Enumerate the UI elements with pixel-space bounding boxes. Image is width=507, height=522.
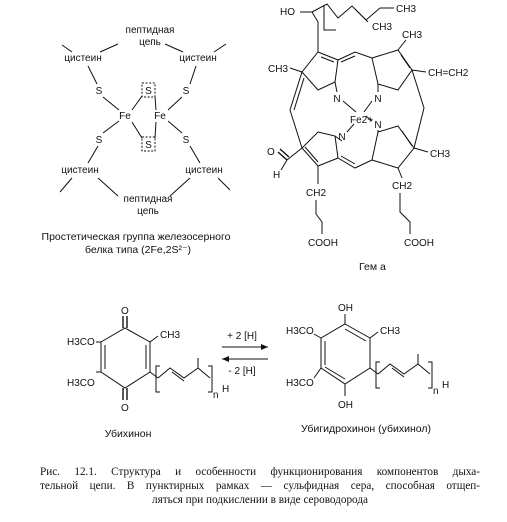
heme-tail-ch3-top: CH3 — [396, 4, 417, 15]
pyrrole-a — [302, 52, 338, 90]
ubiquinol — [286, 303, 449, 435]
peptide-label-top-2: цепь — [139, 37, 161, 48]
ubiquinone-o-bottom: O — [121, 403, 129, 414]
ubiquinol-methoxy-top: H3CO — [286, 326, 314, 337]
heme-propionate-right-2 — [400, 193, 410, 234]
ubiquinol-ring — [321, 324, 370, 384]
heme-farnesyl-zigzag — [312, 4, 380, 20]
heme-propionate-right-1 — [398, 168, 402, 178]
ubiquinol-tail-bond — [370, 368, 378, 374]
ubiquinol-name: Убигидрохинон (убихинол) — [300, 423, 432, 435]
meso-bridge-right — [412, 70, 424, 148]
cysteine-s-bonds — [88, 66, 200, 163]
sulfide-top: S — [145, 86, 152, 97]
cysteine-label-tl: цистеин — [64, 53, 102, 64]
sulfide-bottom: S — [145, 140, 152, 151]
fe-s-caption-2: белка типа (2Fe,2S²⁻) — [84, 244, 192, 256]
s-fe-bonds — [103, 97, 182, 133]
redox-arrows — [222, 331, 268, 377]
heme-aldehyde-double — [278, 149, 289, 160]
heme-bracket — [324, 5, 336, 30]
pyrrole-d-double — [305, 147, 318, 162]
ubiquinone-methyl: CH3 — [160, 330, 181, 341]
ubiquinone-o-top: O — [121, 306, 129, 317]
heme-tail-ch3-lower: CH3 — [372, 22, 393, 33]
peptide-label-bottom-1: пептидная — [123, 194, 173, 205]
arrow-reverse-label: - 2 [H] — [228, 366, 256, 377]
pyrrole-b-double — [401, 55, 410, 68]
heme-ch2-right: CH2 — [392, 181, 413, 192]
ubiquinone-tail-h: H — [222, 384, 230, 395]
peptide-label-bottom-2: цепь — [137, 206, 159, 217]
heme-aldehyde-h-bond — [281, 160, 287, 170]
sulfur-cys-tl: S — [95, 86, 103, 97]
heme-propionate-left-2 — [316, 200, 322, 234]
ubiquinol-n: n — [433, 386, 439, 397]
heme-nitrogen-b: N — [374, 94, 382, 105]
heme-vinyl-bond — [412, 70, 426, 72]
heme-nitrogen-c: N — [374, 120, 382, 131]
pyrrole-d — [302, 132, 338, 166]
heme-methyl-a: CH3 — [268, 64, 289, 75]
cysteine-label-bl: цистеин — [61, 165, 99, 176]
heme-cooh-right: COOH — [404, 238, 434, 249]
ubiquinol-bracket-right — [428, 362, 432, 388]
ubiquinone-tail-zigzag — [158, 368, 210, 378]
ubiquinol-oh-top: OH — [338, 303, 353, 314]
cysteine-label-br: цистеин — [185, 165, 223, 176]
ubiquinone-methyl-bond — [150, 336, 158, 342]
arrow-reverse-head — [222, 356, 229, 362]
heme-methyl-b-bond — [398, 40, 406, 50]
heme-name: Гем a — [359, 261, 386, 273]
iron-left: Fe — [119, 111, 131, 122]
figure-caption — [40, 465, 480, 507]
sulfur-cys-br: S — [182, 135, 190, 146]
heme-methyl-b: CH3 — [402, 30, 423, 41]
ubiquinone-tail-bond — [150, 372, 158, 378]
meso-bridge-bottom-double — [341, 156, 355, 164]
heme-methyl-c: CH3 — [430, 149, 451, 160]
fe-s-caption-1: Простетическая группа железосерного — [41, 231, 231, 243]
heme-cooh-left: COOH — [308, 238, 338, 249]
heme-methyl-c-bond — [414, 148, 428, 152]
ubiquinol-bracket-left — [376, 362, 380, 388]
ubiquinone-methoxy-bottom: H3CO — [67, 378, 95, 389]
pyrrole-c — [372, 126, 414, 168]
heme-a — [267, 4, 469, 273]
heme-side-chain-stem — [300, 12, 318, 52]
sulfur-cys-bl: S — [95, 135, 103, 146]
ubiquinone-ring-double — [105, 345, 146, 369]
peptide-label-top-1: пептидная — [125, 25, 175, 36]
figure-caption-line-1: Рис. 12.1. Структура и особенности функционирования компонентов дыха- — [40, 466, 480, 478]
meso-bridge-top-double — [341, 56, 355, 62]
heme-methyl-a-bond — [290, 68, 302, 72]
heme-hydroxyl: HO — [280, 7, 295, 18]
ubiquinol-methyl-bond — [370, 332, 378, 338]
ubiquinol-tail-zigzag — [378, 364, 430, 374]
heme-aldehyde-o: O — [267, 147, 275, 158]
meso-bridge-bottom — [338, 158, 372, 168]
ubiquinone-n: n — [213, 390, 219, 401]
ubiquinol-oh-bottom: OH — [338, 400, 353, 411]
ubiquinone-bracket-left — [156, 366, 160, 392]
arrow-forward-head — [261, 344, 268, 350]
ubiquinol-ring-double — [325, 329, 366, 379]
heme-farnesyl-double — [355, 9, 368, 22]
heme-vinyl: CH=CH2 — [428, 68, 469, 79]
ubiquinone-carbonyl-bottom — [123, 388, 127, 400]
ubiquinol-methyl: CH3 — [380, 326, 401, 337]
figure-caption-line-2: тельной цепи. В пунктирных рамках — сульфидная сера, способная отщеп- — [40, 480, 480, 492]
ubiquinol-methoxy-bottom-bond — [314, 368, 321, 378]
iron-right: Fe — [154, 111, 166, 122]
heme-nitrogen-d: N — [338, 132, 346, 143]
heme-ch2-left: CH2 — [306, 188, 327, 199]
fe-s-cluster — [42, 25, 231, 256]
heme-aldehyde-h: H — [273, 170, 281, 181]
ubiquinone-bracket-right — [208, 366, 212, 392]
ubiquinol-tail-h: H — [442, 380, 450, 391]
sulfur-cys-tr: S — [182, 86, 190, 97]
figure-caption-line-3: ляться при подкислении в виде сероводорода — [152, 494, 368, 506]
ubiquinone-ring — [101, 328, 150, 388]
heme-aldehyde-bond — [287, 148, 302, 160]
ubiquinone — [67, 306, 229, 440]
heme-iron: Fe2+ — [350, 115, 374, 126]
ubiquinol-methoxy-bottom: H3CO — [286, 378, 314, 389]
ubiquinone-carbonyl-top — [123, 316, 127, 328]
arrow-forward-label: + 2 [H] — [227, 331, 257, 342]
fe-sulfide-bonds — [132, 96, 156, 138]
heme-nitrogen-a: N — [333, 94, 341, 105]
ubiquinol-methoxy-top-bond — [314, 334, 321, 338]
pyrrole-c-double — [402, 131, 412, 146]
ubiquinone-name: Убихинон — [104, 428, 152, 440]
meso-bridge-left — [290, 72, 302, 148]
ubiquinone-methoxy-top: H3CO — [67, 337, 95, 348]
cysteine-label-tr: цистеин — [179, 53, 217, 64]
